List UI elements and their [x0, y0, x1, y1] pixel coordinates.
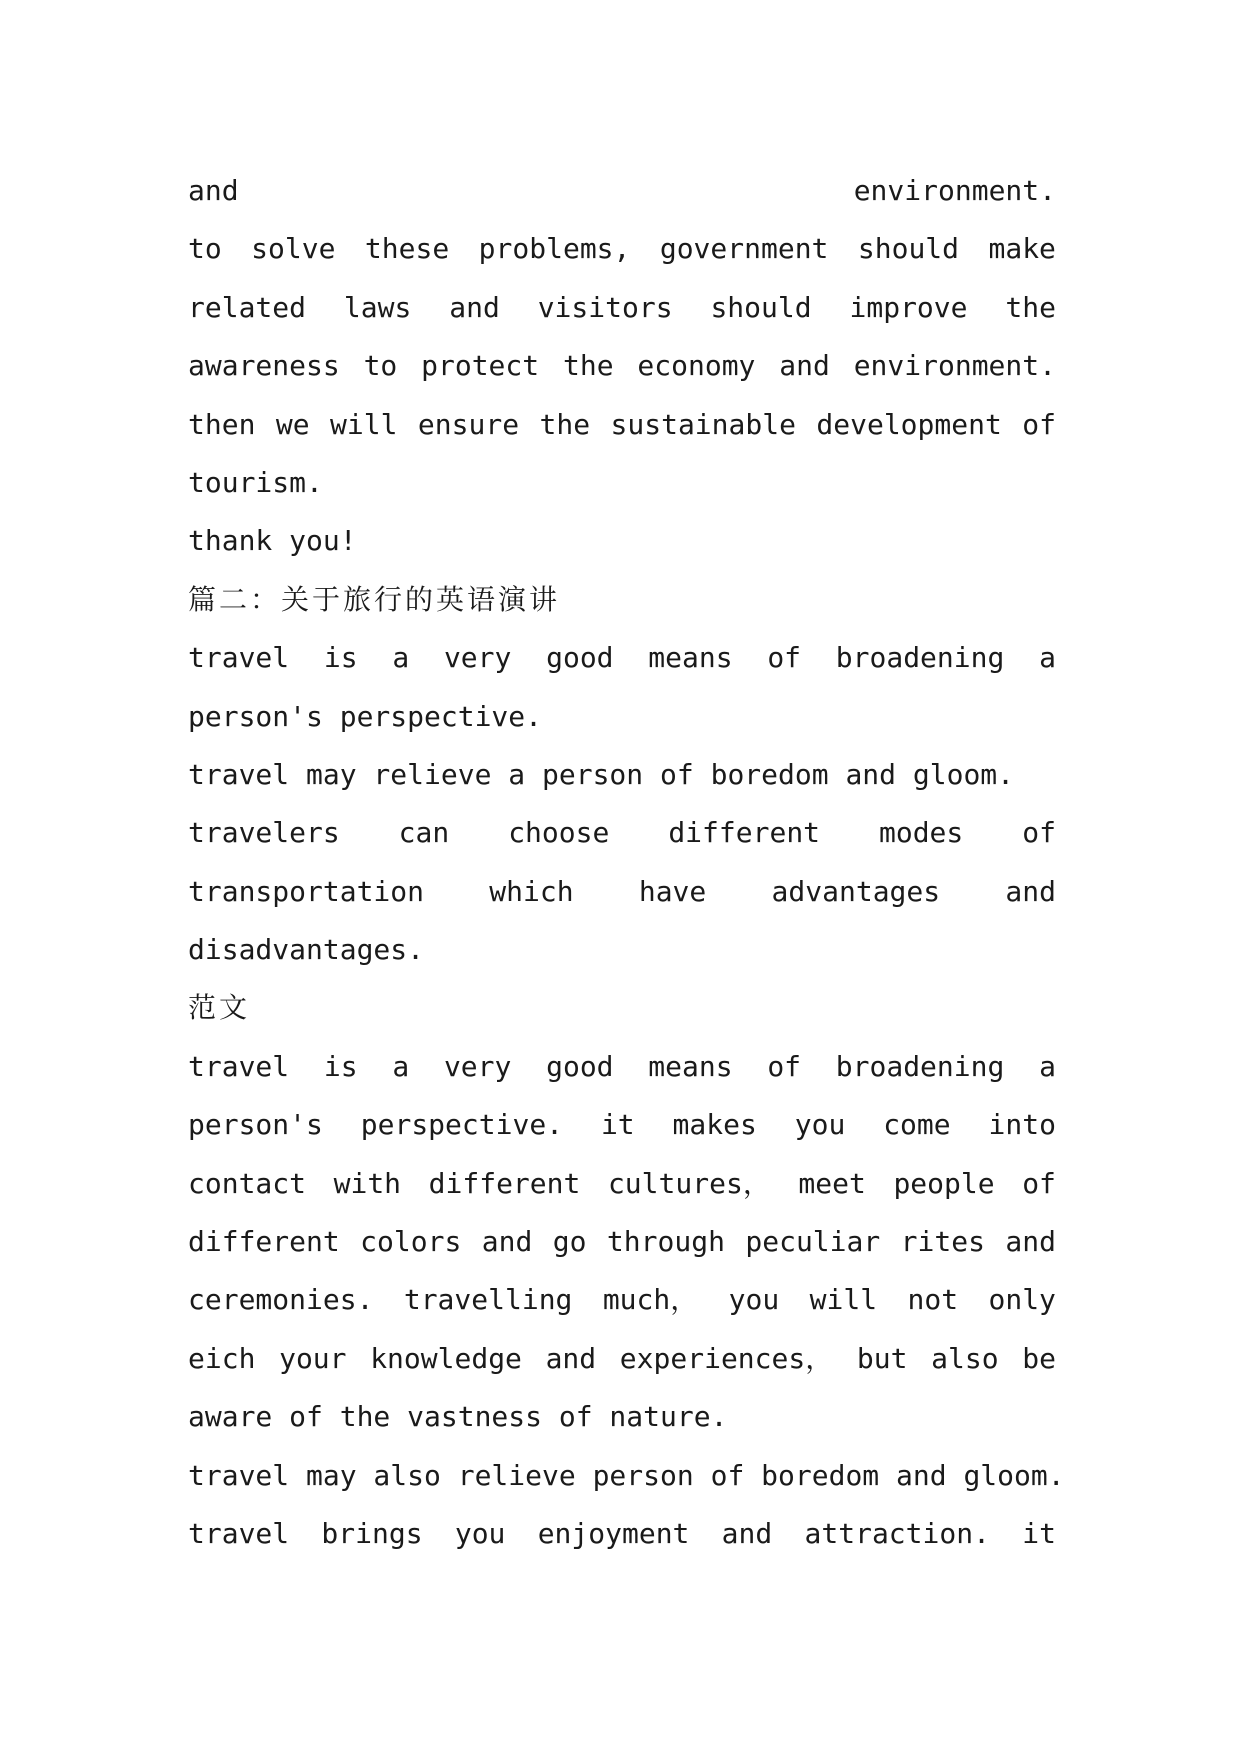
- text-line: person's perspective.: [188, 699, 543, 733]
- text-line: transportation which have advantages and: [188, 874, 1056, 908]
- text-line: ceremonies. travelling much， you will not only: [188, 1283, 1056, 1317]
- text-line: travel may also relieve person of boredom and gloom.: [188, 1458, 1065, 1492]
- text-line: disadvantages.: [188, 933, 425, 967]
- section-heading: 范文: [188, 991, 251, 1025]
- text-line: awareness to protect the economy and environment.: [188, 349, 1056, 383]
- text-line: different colors and go through peculiar rites and: [188, 1225, 1056, 1259]
- text-line: and environment.: [188, 174, 1056, 207]
- text-line: travel is a very good means of broadening a: [188, 641, 1056, 675]
- text-line: travelers can choose different modes of: [188, 816, 1056, 850]
- text-line: person's perspective. it makes you come into: [188, 1108, 1056, 1142]
- section-heading: 篇二：关于旅行的英语演讲: [188, 582, 561, 616]
- text-line: then we will ensure the sustainable development of: [188, 407, 1056, 441]
- text-line: travel brings you enjoyment and attraction. it: [188, 1516, 1056, 1550]
- document-body: [188, 162, 1065, 1563]
- text-line: related laws and visitors should improve the: [188, 290, 1056, 324]
- text-line: eich your knowledge and experiences， but also be: [188, 1341, 1056, 1375]
- text-line: thank you!: [188, 524, 357, 558]
- text-line: to solve these problems, government should make: [188, 232, 1056, 266]
- text-line: tourism.: [188, 465, 323, 499]
- text-line: contact with different cultures， meet people of: [188, 1166, 1056, 1200]
- text-line: travel may relieve a person of boredom and gloom.: [188, 757, 1015, 791]
- text-line: travel is a very good means of broadening a: [188, 1049, 1056, 1083]
- text-line: aware of the vastness of nature.: [188, 1400, 728, 1434]
